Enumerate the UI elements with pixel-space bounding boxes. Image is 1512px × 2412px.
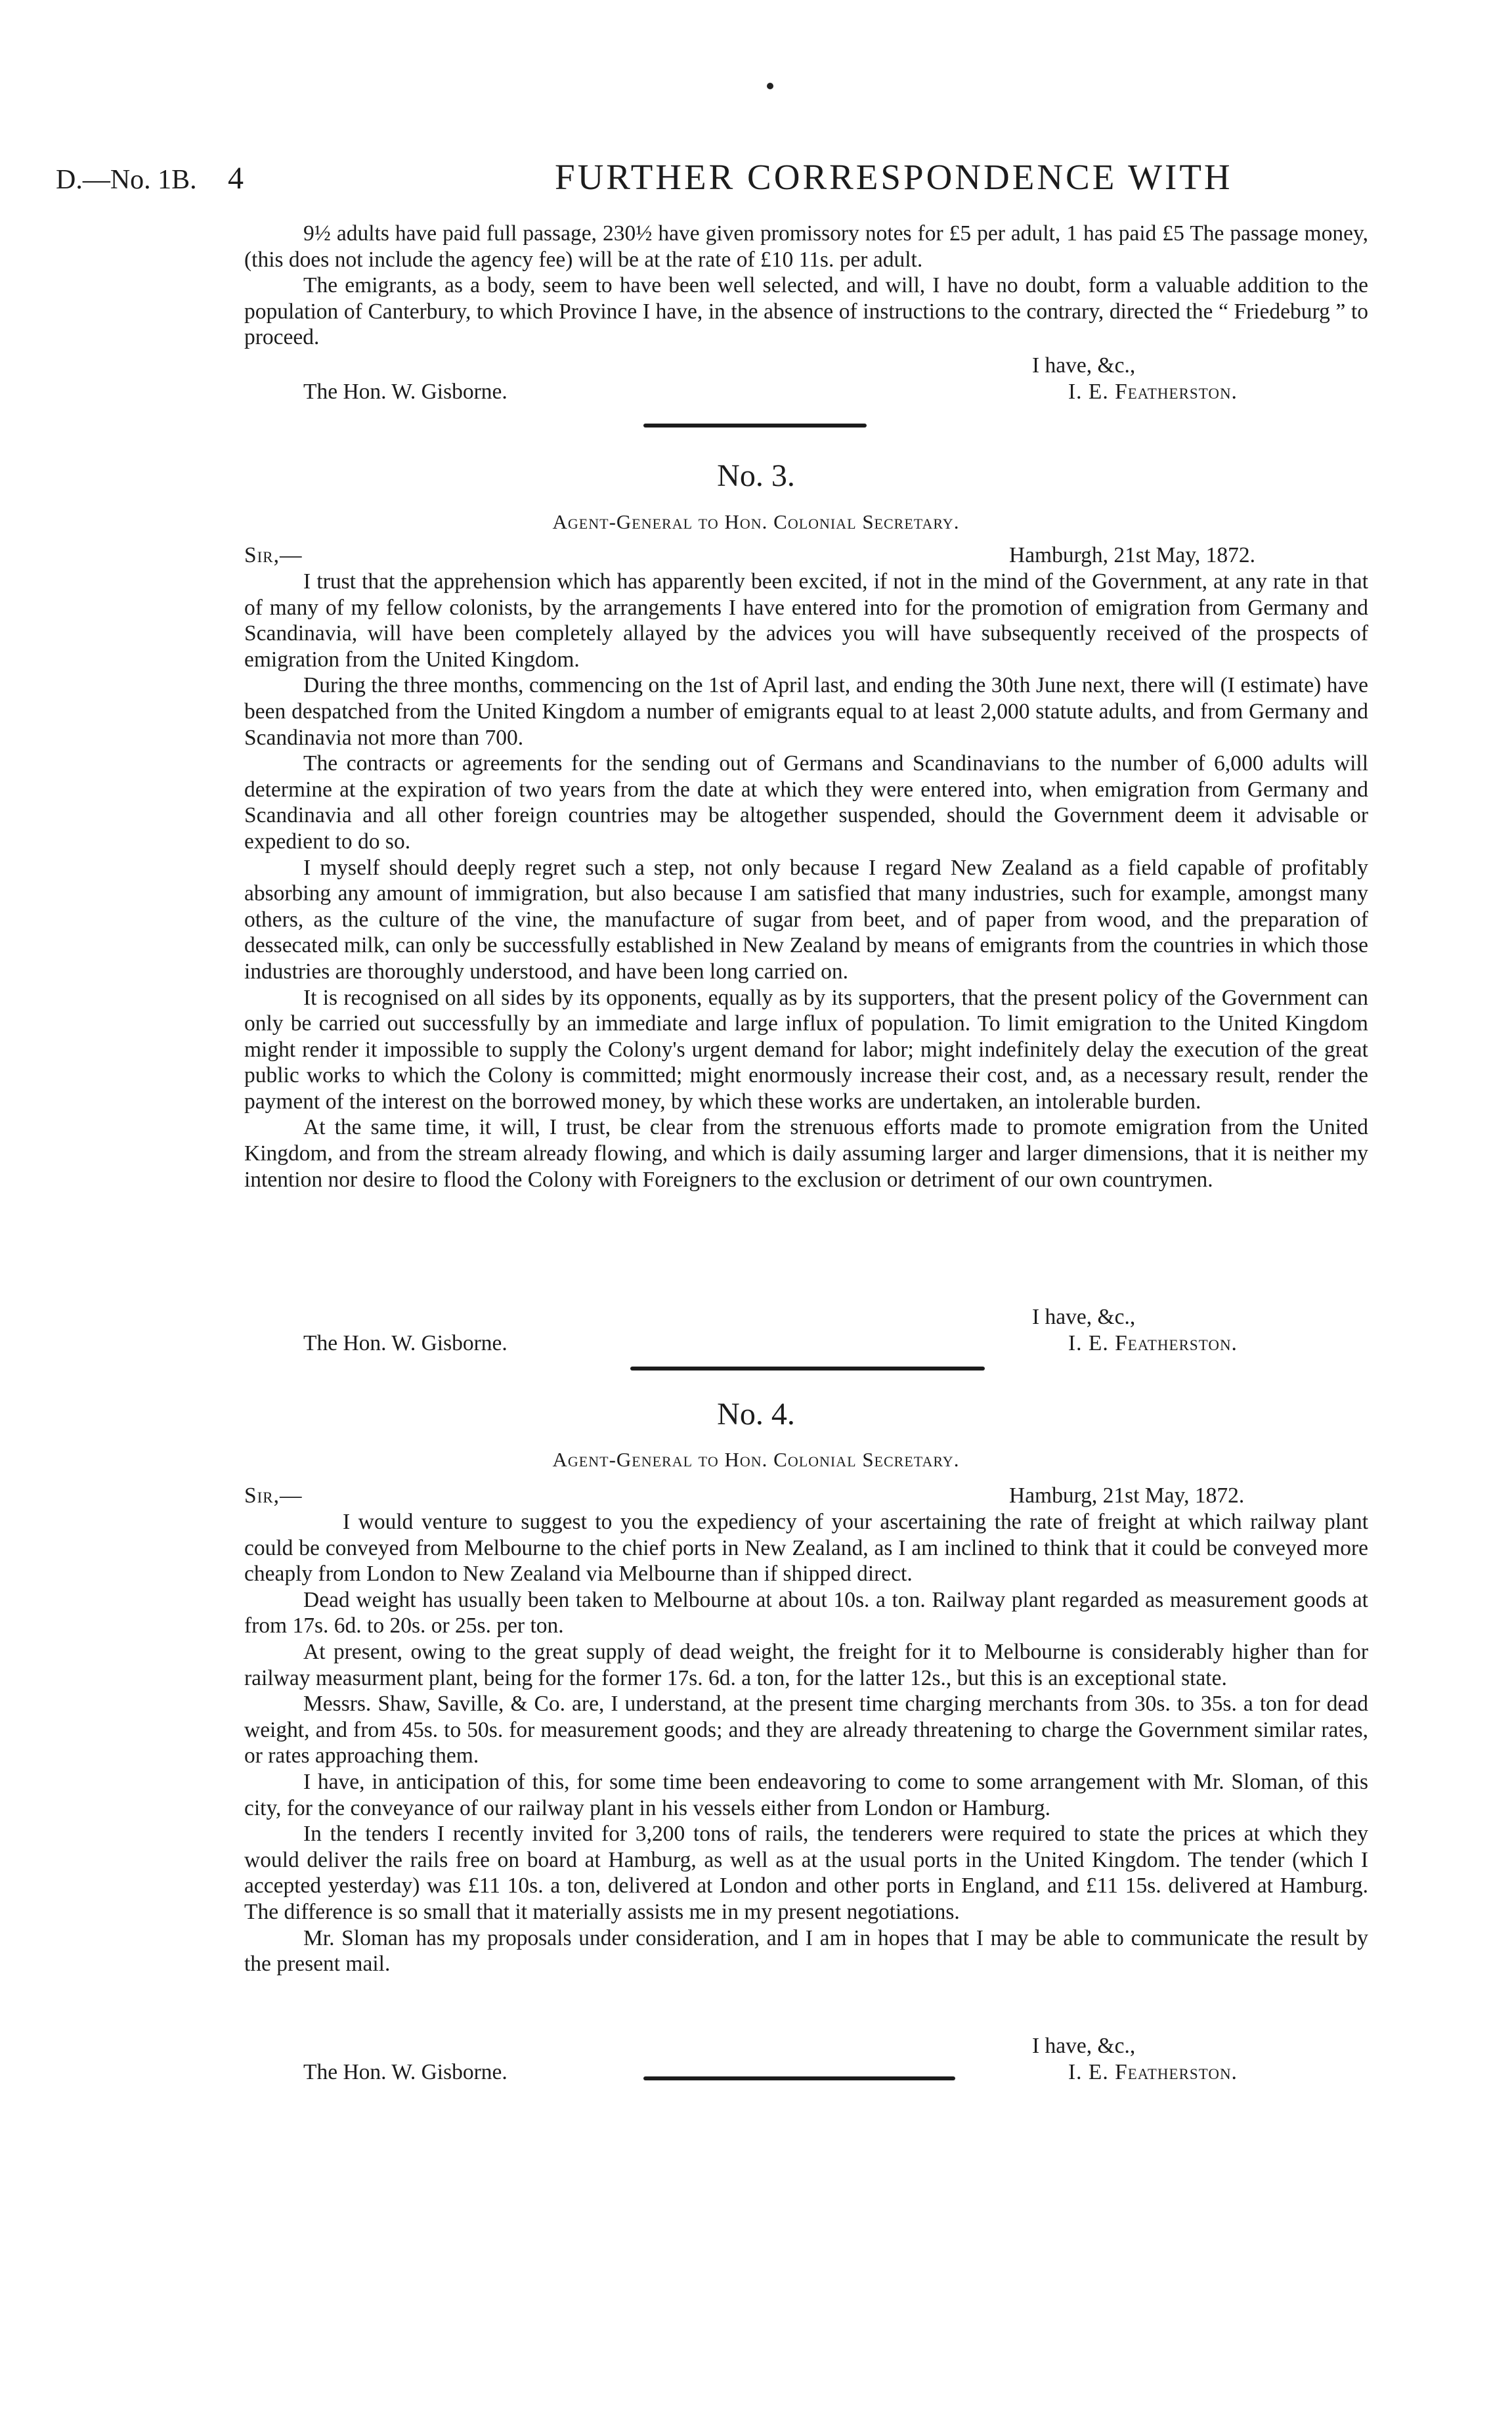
- signature: I. E. Featherston.: [1068, 1331, 1238, 1355]
- addressee: The Hon. W. Gisborne.: [303, 1331, 508, 1355]
- paragraph: Mr. Sloman has my proposals under consideration, and I am in hopes that I may be able to communicate the result by the present mail.: [244, 1925, 1368, 1977]
- paragraph: Messrs. Shaw, Saville, & Co. are, I understand, at the present time charging merchants from 30s. to 35s. a ton for dead weight, and from 45s. to 50s. for measurement goods; and they are already threatening to charge the Government similar rates, or rates approaching them.: [244, 1692, 1368, 1768]
- addressee: The Hon. W. Gisborne.: [303, 2060, 508, 2084]
- letter-body: [244, 569, 1368, 1193]
- paragraph: Dead weight has usually been taken to Melbourne at about 10s. a ton. Railway plant regarded as measurement goods at from 17s. 6d. to 20s. or 25s. per ton.: [244, 1587, 1368, 1638]
- paragraph: I trust that the apprehension which has apparently been excited, if not in the mind of the Government, at any rate in that of many of my fellow colonists, by the arrangements I have entered into for the promotion of emigration from Germany and Scandinavia, will have been completely allayed by the advices you will have subsequently received of the prospects of emigration from the United Kingdom.: [244, 569, 1368, 672]
- paragraph: At the same time, it will, I trust, be clear from the strenuous efforts made to promote emigration from the United Kingdom, and from the stream already flowing, and which is daily assuming larger and larger dimensions, that it is neither my intention nor desire to flood the Colony with Foreigners to the exclusion or detriment of our own countrymen.: [244, 1115, 1368, 1192]
- section-divider: [643, 2076, 955, 2080]
- paragraph: The emigrants, as a body, seem to have been well selected, and will, I have no doubt, form a valuable addition to the population of Canterbury, to which Province I have, in the absence of instructions to the contrary, directed the “ Friedeburg ” to proceed.: [244, 273, 1368, 350]
- salutation-line: [244, 542, 1368, 569]
- signature-line: [244, 2059, 1368, 2086]
- closing-line: [244, 1304, 1368, 1330]
- letter-number: No. 3.: [717, 458, 795, 493]
- closing: I have, &c.,: [1032, 1305, 1136, 1329]
- closing: I have, &c.,: [1032, 353, 1136, 378]
- letter-number: No. 4.: [717, 1397, 795, 1432]
- running-title: FURTHER CORRESPONDENCE WITH: [555, 157, 1233, 197]
- signature-line: [244, 379, 1368, 405]
- signature: I. E. Featherston.: [1068, 380, 1238, 404]
- paragraph: I would venture to suggest to you the expediency of your ascertaining the rate of freight at which railway plant could be conveyed from Melbourne to the chief ports in New Zealand, as I am inclined to think that it could be conveyed more cheaply from London to New Zealand via Melbourne than if shipped direct.: [244, 1510, 1368, 1587]
- closing-line: [244, 2033, 1368, 2059]
- paragraph: It is recognised on all sides by its opponents, equally as by its supporters, that the present policy of the Government can only be carried out successfully by an immediate and large influx of population. To limit emigration to the United Kingdom might render it impossible to supply the Colony's urgent demand for labor; might indefinitely delay the execution of the great public works to which the Colony is committed; might enormously increase their cost, and, as a necessary result, render the payment of the interest on the borrowed money, by which these works are undertaken, an intolerable burden.: [244, 985, 1368, 1114]
- paragraph: 9½ adults have paid full passage, 230½ have given promissory notes for £5 per adult, 1 has paid £5 The passage money, (this does not include the agency fee) will be at the rate of £10 11s. per adult.: [244, 221, 1368, 272]
- addressee: The Hon. W. Gisborne.: [303, 380, 508, 404]
- paragraph: I have, in anticipation of this, for some time been endeavoring to come to some arrangement with Mr. Sloman, of this city, for the conveyance of our railway plant in his vessels either from London or Hamburg.: [244, 1769, 1368, 1820]
- letter-heading: Agent-General to Hon. Colonial Secretary.: [552, 1448, 960, 1471]
- paragraph: During the three months, commencing on the 1st of April last, and ending the 30th June next, there will (I estimate) have been despatched from the United Kingdom a number of emigrants equal to at least 2,000 statute adults, and from Germany and Scandinavia not more than 700.: [244, 673, 1368, 750]
- letter-date: Hamburg, 21st May, 1872.: [1009, 1483, 1245, 1508]
- salutation: Sir,—: [244, 1483, 303, 1508]
- signature-line: [244, 1330, 1368, 1357]
- letter-heading: Agent-General to Hon. Colonial Secretary.: [552, 510, 960, 533]
- continuation-body: [244, 221, 1368, 351]
- paragraph: The contracts or agreements for the sending out of Germans and Scandinavians to the number of 6,000 adults will determine at the expiration of two years from the date at which they were entered into, when emigration from Germany and Scandinavia and all other foreign countries may be altogether suspended, should the Government deem it advisable or expedient to do so.: [244, 751, 1368, 854]
- paragraph: In the tenders I recently invited for 3,200 tons of rails, the tenderers were required to state the prices at which they would deliver the rails free on board at Hamburg, as well as at the usual ports in the United Kingdom. The tender (which I accepted yesterday) was £11 10s. a ton, delivered at London and other ports in England, and £11 15s. delivered at Hamburg. The difference is so small that it materially assists me in my present negotiations.: [244, 1822, 1368, 1924]
- paragraph: At present, owing to the great supply of dead weight, the freight for it to Melbourne is considerably higher than for railway measurment plant, being for the former 17s. 6d. a ton, for the latter 12s., but this is an exceptional state.: [244, 1639, 1368, 1690]
- closing: I have, &c.,: [1032, 2034, 1136, 2058]
- document-reference: D.—No. 1B.: [56, 165, 197, 195]
- letter-body: [244, 1509, 1368, 1977]
- paragraph: I myself should deeply regret such a step, not only because I regard New Zealand as a field capable of profitably absorbing any amount of immigration, but also because I am satisfied that many industries, such for example, amongst many others, as the culture of the vine, the manufacture of sugar from beet, and of paper from wood, and the preparation of dessecated milk, can only be successfully established in New Zealand by means of emigrants from the countries in which those industries are thoroughly understood, and have been long carried on.: [244, 855, 1368, 984]
- section-divider: [643, 424, 867, 428]
- closing-line: [244, 353, 1368, 379]
- letter-date: Hamburgh, 21st May, 1872.: [1009, 543, 1255, 567]
- salutation: Sir,—: [244, 543, 303, 567]
- section-divider: [630, 1367, 985, 1370]
- salutation-line: [244, 1483, 1368, 1509]
- page-mark: [767, 83, 773, 89]
- running-header: [56, 156, 1402, 202]
- page-number: 4: [228, 161, 244, 196]
- signature: I. E. Featherston.: [1068, 2060, 1238, 2084]
